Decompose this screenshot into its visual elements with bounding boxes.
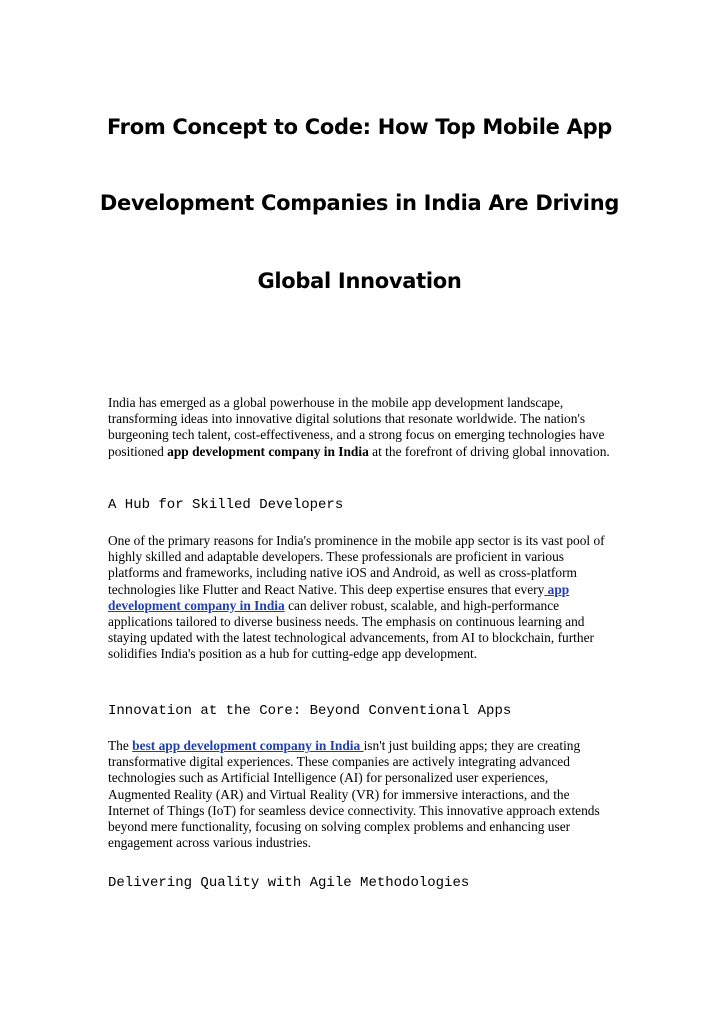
- section-heading-agile-methodologies: Delivering Quality with Agile Methodologies: [108, 875, 470, 891]
- innovation-paragraph: [108, 738, 613, 851]
- page-title-line-2: Development Companies in India Are Driving: [99, 191, 620, 215]
- intro-paragraph: [108, 395, 613, 460]
- best-app-development-company-link[interactable]: best app development company in India: [132, 738, 364, 753]
- intro-text-before: India has emerged as a global powerhouse in the mobile app development landscape, transforming ideas into innovative digital solutions that resonate worldwide. The nation's burgeoning tech talent, cost-effectiveness, and a strong focus on emerging technologies have positioned: [108, 395, 605, 459]
- section-heading-skilled-developers: A Hub for Skilled Developers: [108, 497, 344, 513]
- skilled-developers-text-before: One of the primary reasons for India's prominence in the mobile app sector is its vast pool of highly skilled and adaptable developers. These professionals are proficient in various platforms and frameworks, including native iOS and Android, as well as cross-platform technologies like Flutter and React Native. This deep expertise ensures that every: [108, 533, 605, 597]
- intro-text-after: at the forefront of driving global innovation.: [368, 443, 610, 459]
- skilled-developers-text-after: can deliver robust, scalable, and high-performance applications tailored to diverse business needs. The emphasis on continuous learning and staying updated with the latest technological advancements, from AI to blockchain, further solidifies India's position as a hub for cutting-edge app development.: [108, 597, 595, 662]
- intro-bold-keyword: app development company in India: [167, 443, 369, 459]
- page-title-line-3: Global Innovation: [257, 269, 462, 293]
- page-title-line-1: From Concept to Code: How Top Mobile App: [106, 115, 613, 139]
- innovation-text-after: isn't just building apps; they are creating transformative digital experiences. These companies are actively integrating advanced technologies such as Artificial Intelligence (AI) for personalized user experiences, Augmented Reality (AR) and Virtual Reality (VR) for immersive interactions, and the Internet of Things (IoT) for seamless device connectivity. This innovative approach extends beyond mere functionality, focusing on solving complex problems and enhancing user engagement across various industries.: [108, 738, 600, 851]
- section-heading-innovation-core: Innovation at the Core: Beyond Conventional Apps: [108, 703, 512, 719]
- skilled-developers-paragraph: [108, 533, 613, 663]
- innovation-text-before: The: [108, 738, 133, 753]
- app-development-company-link[interactable]: app development company in India: [108, 581, 570, 613]
